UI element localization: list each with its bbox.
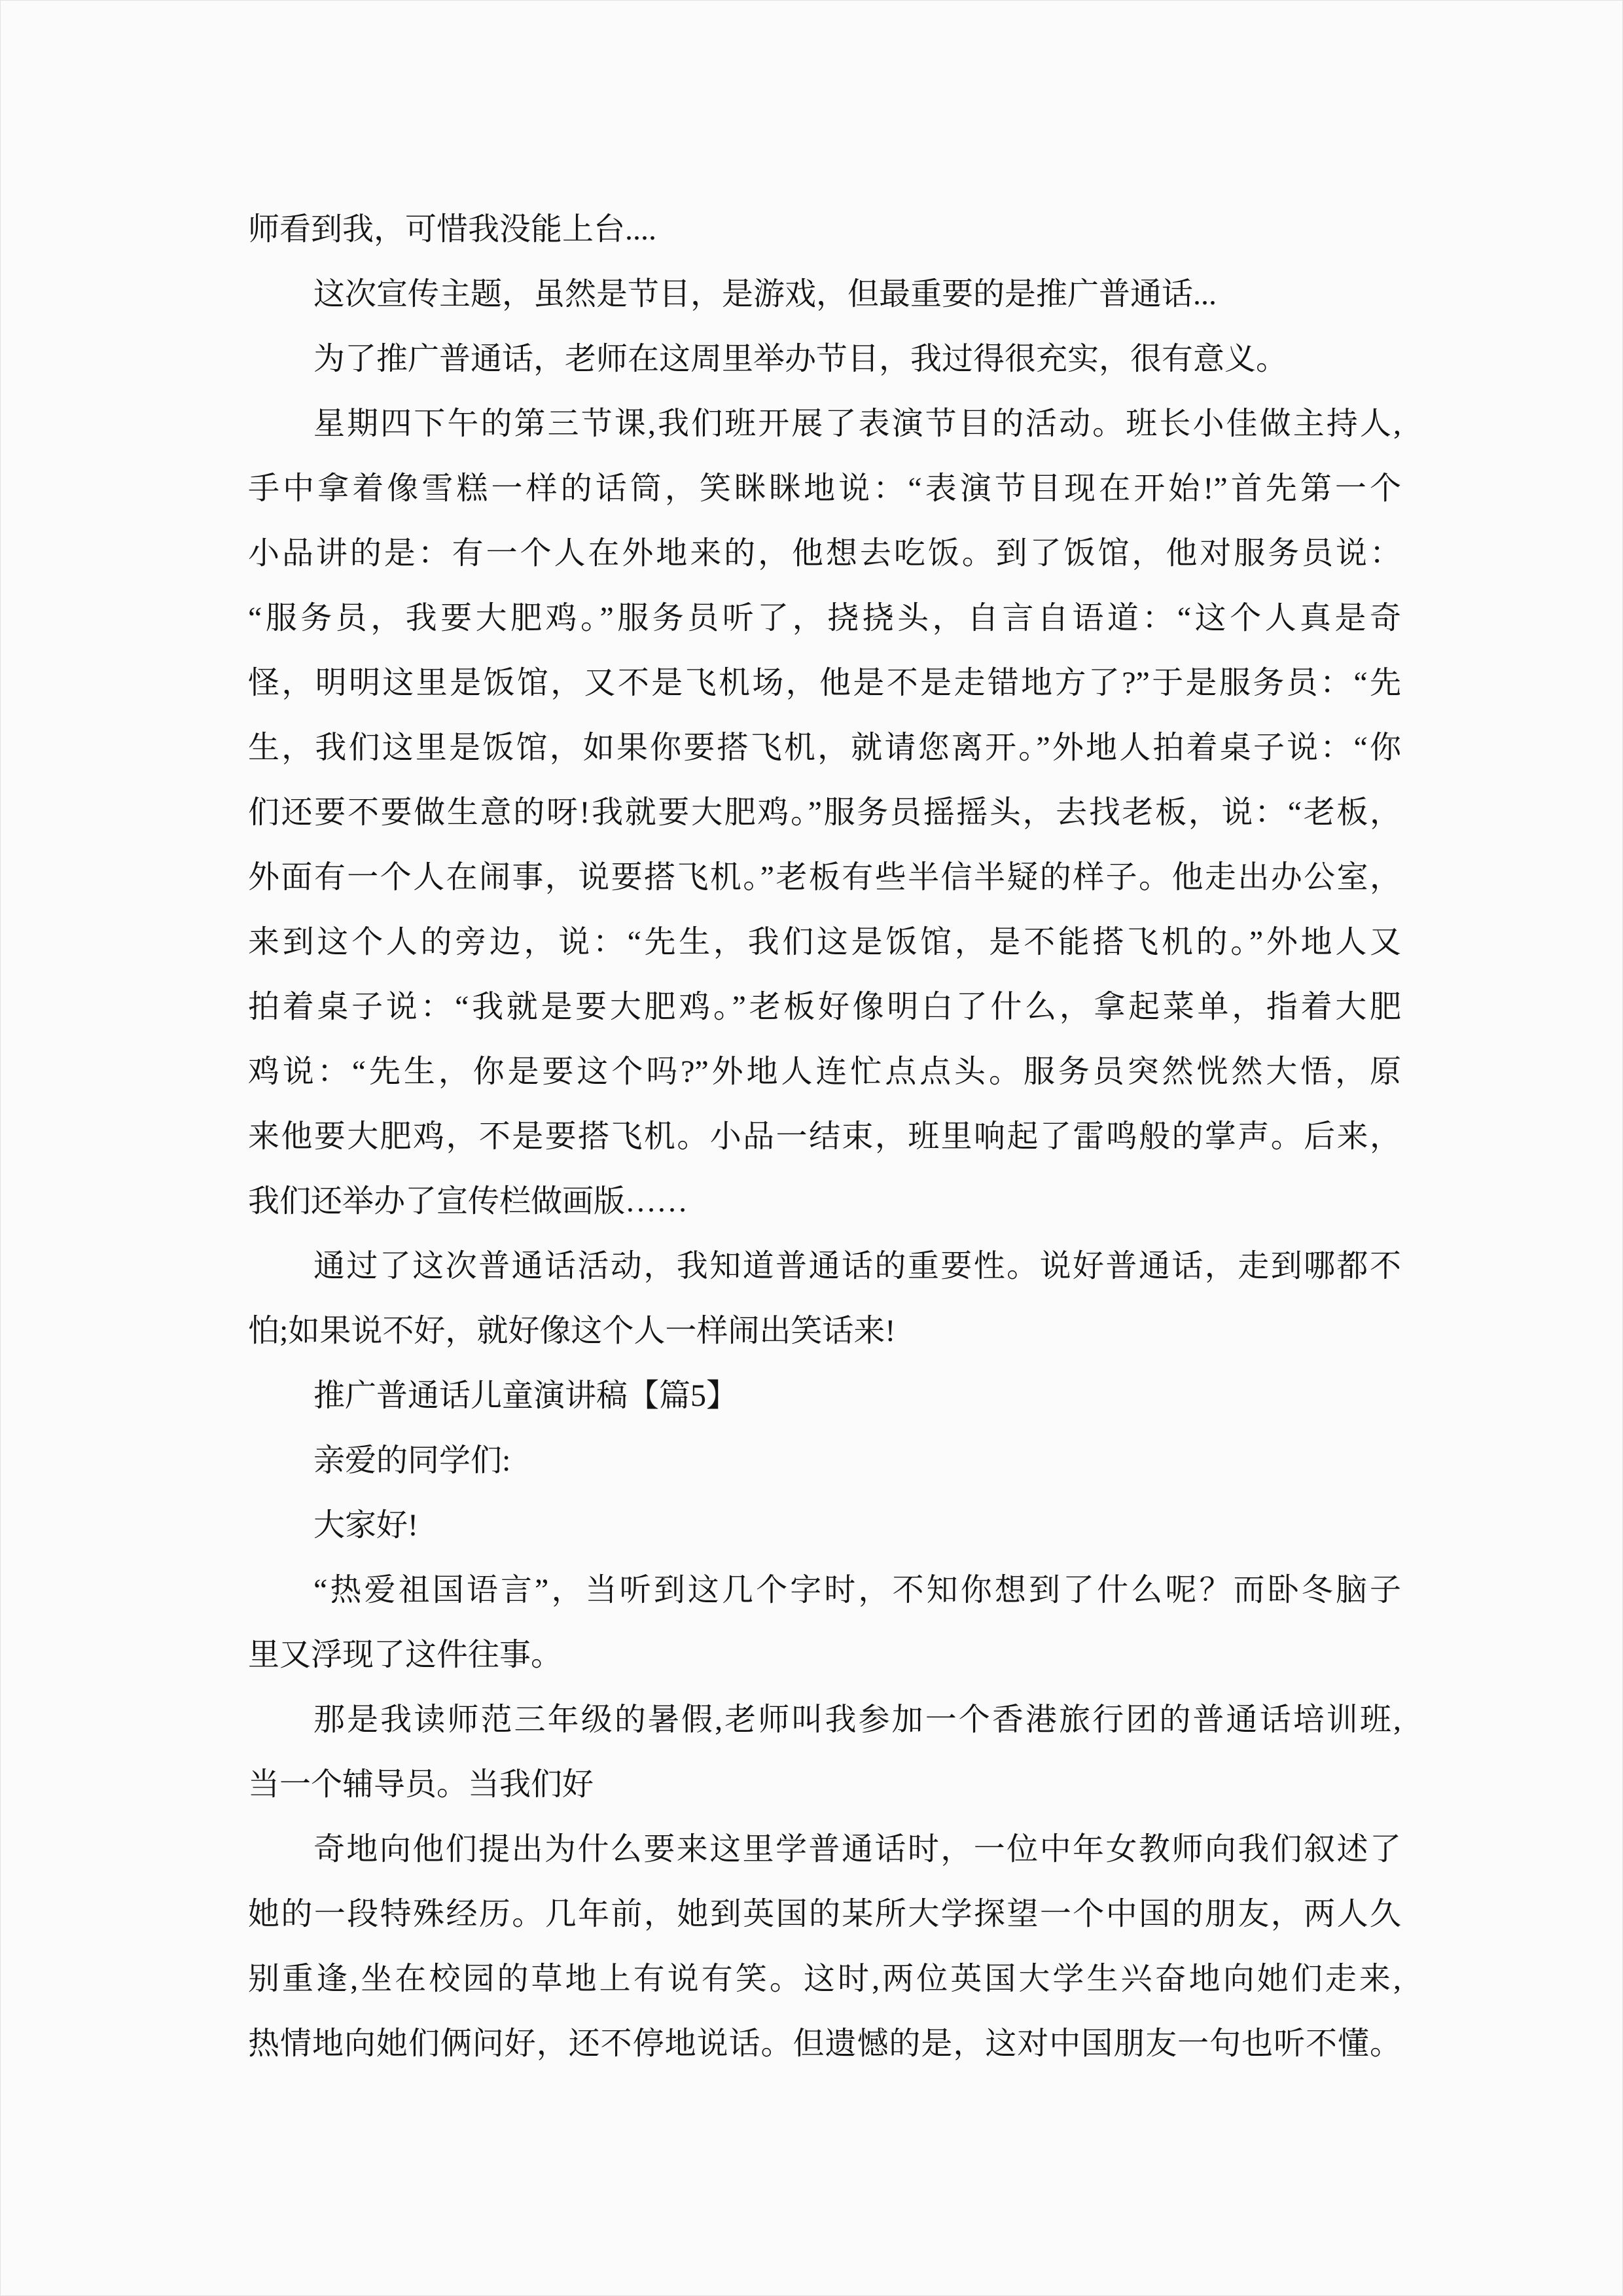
text-line: 星期四下午的第三节课,我们班开展了表演节目的活动。班长小佳做主持人, <box>313 406 1401 441</box>
text-line: 当一个辅导员。当我们好 <box>248 1767 594 1802</box>
text-line: 小品讲的是：有一个人在外地来的，他想去吃饭。到了饭馆，他对服务员说： <box>248 536 1401 571</box>
text-line: 她的一段特殊经历。几年前，她到英国的某所大学探望一个中国的朋友，两人久 <box>248 1897 1401 1931</box>
text-line: 生，我们这里是饭馆，如果你要搭飞机，就请您离开。”外地人拍着桌子说：“你 <box>248 730 1401 765</box>
text-line: 鸡说：“先生，你是要这个吗?”外地人连忙点点头。服务员突然恍然大悟，原 <box>248 1054 1401 1089</box>
text-line: 怪，明明这里是饭馆，又不是飞机场，他是不是走错地方了?”于是服务员：“先 <box>248 666 1401 700</box>
text-line: 那是我读师范三年级的暑假,老师叫我参加一个香港旅行团的普通话培训班, <box>313 1702 1401 1737</box>
text-line: 外面有一个人在闹事，说要搭飞机。”老板有些半信半疑的样子。他走出办公室， <box>248 860 1401 895</box>
text-line: 来他要大肥鸡，不是要搭飞机。小品一结束，班里响起了雷鸣般的掌声。后来， <box>248 1119 1401 1154</box>
text-line: 大家好! <box>313 1508 418 1543</box>
text-line: 亲爱的同学们: <box>313 1443 511 1478</box>
text-line: 为了推广普通话，老师在这周里举办节目，我过得很充实，很有意义。 <box>313 342 1288 376</box>
text-line: 推广普通话儿童演讲稿【篇5】 <box>313 1378 738 1413</box>
text-line: 师看到我，可惜我没能上台.... <box>248 212 657 247</box>
text-line: 我们还举办了宣传栏做画版…… <box>248 1184 688 1219</box>
text-line: 别重逢,坐在校园的草地上有说有笑。这时,两位英国大学生兴奋地向她们走来, <box>248 1962 1401 1996</box>
document-text-block <box>248 197 1401 2076</box>
text-line: 拍着桌子说：“我就是要大肥鸡。”老板好像明白了什么，拿起菜单，指着大肥 <box>248 990 1401 1024</box>
text-line: 们还要不要做生意的呀!我就要大肥鸡。”服务员摇摇头，去找老板，说：“老板， <box>248 795 1401 830</box>
text-line: “服务员，我要大肥鸡。”服务员听了，挠挠头，自言自语道：“这个人真是奇 <box>248 601 1401 636</box>
text-line: 热情地向她们俩问好，还不停地说话。但遗憾的是，这对中国朋友一句也听不懂。 <box>248 2026 1401 2061</box>
text-line: 来到这个人的旁边，说：“先生，我们这是饭馆，是不能搭飞机的。”外地人又 <box>248 925 1401 960</box>
text-line: 奇地向他们提出为什么要来这里学普通话时，一位中年女教师向我们叙述了 <box>313 1832 1401 1867</box>
text-line: 手中拿着像雪糕一样的话筒，笑眯眯地说：“表演节目现在开始!”首先第一个 <box>248 471 1401 506</box>
text-line: 里又浮现了这件往事。 <box>248 1638 563 1672</box>
text-line: 怕;如果说不好，就好像这个人一样闹出笑话来! <box>248 1314 896 1348</box>
text-line: 通过了这次普通话活动，我知道普通话的重要性。说好普通话，走到哪都不 <box>313 1249 1401 1283</box>
text-line: 这次宣传主题，虽然是节目，是游戏，但最重要的是推广普通话... <box>313 277 1217 312</box>
text-line: “热爱祖国语言”，当听到这几个字时，不知你想到了什么呢？而卧冬脑子 <box>313 1573 1401 1607</box>
